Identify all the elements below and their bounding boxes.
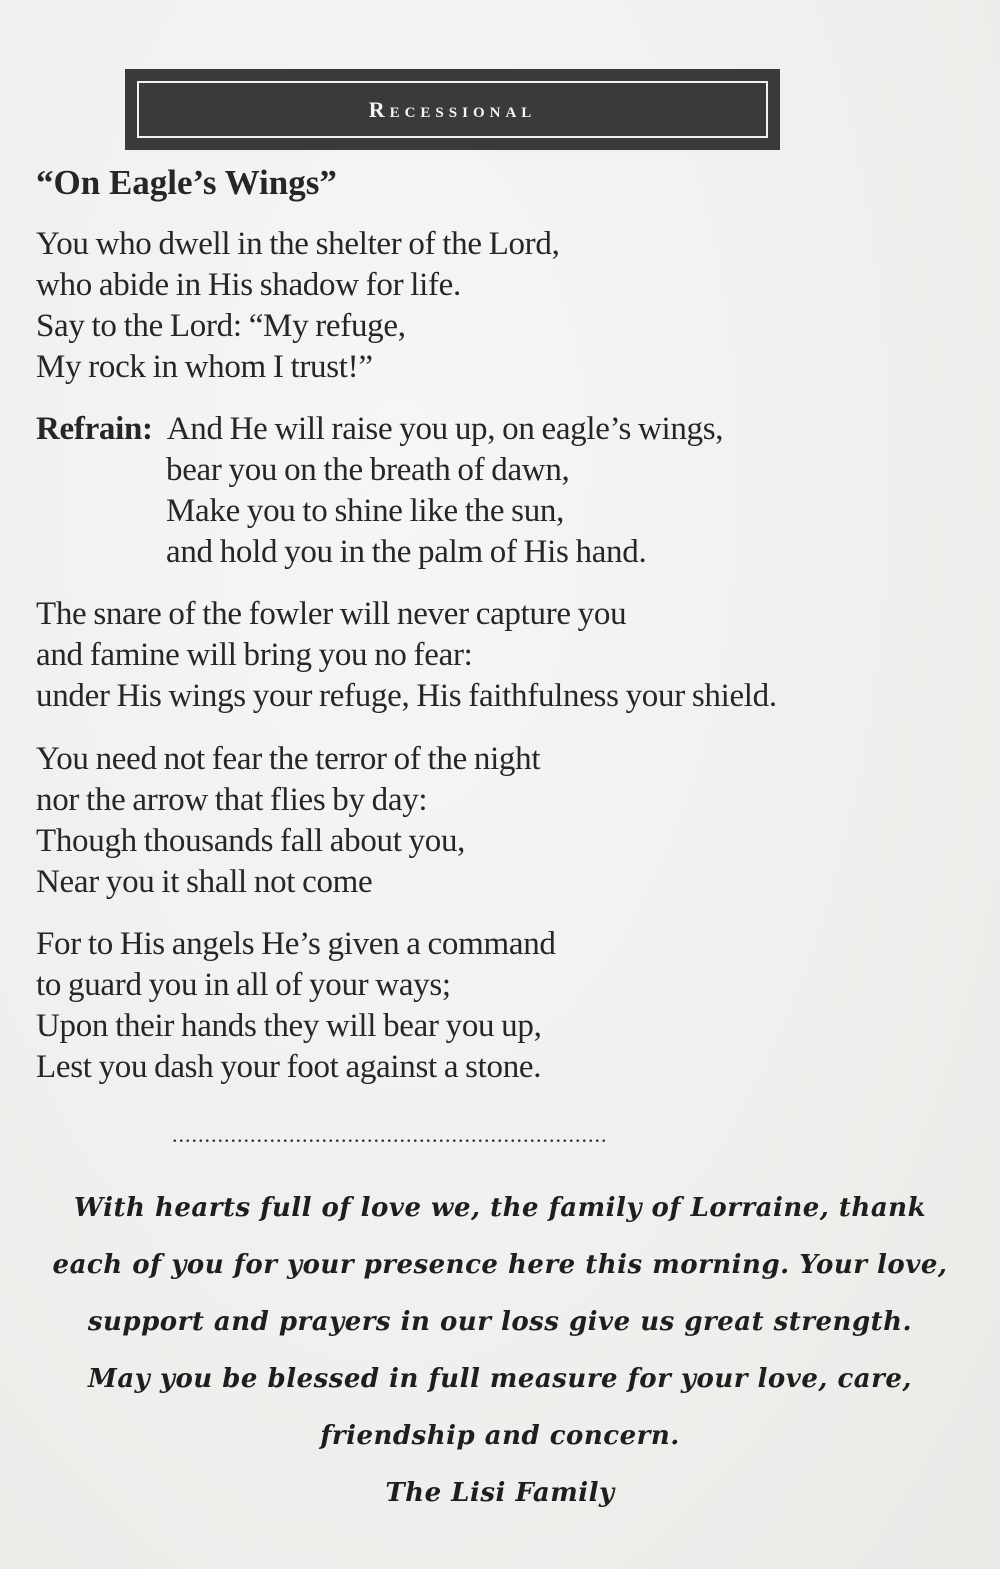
verse-line: The snare of the fowler will never capture you [36, 596, 627, 632]
verse-line: Lest you dash your foot against a stone. [36, 1049, 542, 1085]
recessional-header [125, 69, 780, 150]
refrain-line: bear you on the breath of dawn, [166, 452, 570, 488]
verse-4 [36, 924, 556, 1088]
verse-line: under His wings your refuge, His faithfulness your shield. [36, 678, 777, 714]
message-line: friendship and concern. [320, 1421, 680, 1451]
header-frame [137, 81, 768, 138]
verse-line: Say to the Lord: “My refuge, [36, 308, 406, 344]
refrain-line: And He will raise you up, on eagle’s wings, [166, 411, 724, 447]
dotted-divider: ................................................................... [172, 1122, 608, 1147]
verse-line: You who dwell in the shelter of the Lord, [36, 226, 560, 262]
refrain-line: and hold you in the palm of His hand. [166, 534, 647, 570]
song-title: “On Eagle’s Wings” [36, 163, 337, 202]
header-title: Recessional [368, 96, 537, 122]
refrain-label: Refrain: [36, 411, 153, 447]
message-line: each of you for your presence here this morning. Your love, [52, 1250, 948, 1280]
verse-line: who abide in His shadow for life. [36, 267, 461, 303]
family-message [0, 1180, 1000, 1522]
message-line: May you be blessed in full measure for your love, care, [88, 1364, 912, 1394]
verse-line: to guard you in all of your ways; [36, 967, 451, 1003]
verse-3 [36, 739, 540, 903]
verse-line: You need not fear the terror of the night [36, 741, 541, 777]
verse-line: My rock in whom I trust!” [36, 349, 373, 385]
refrain-first-line [36, 409, 723, 450]
verse-line: and famine will bring you no fear: [36, 637, 473, 673]
verse-line: Near you it shall not come [36, 864, 373, 900]
signature: The Lisi Family [385, 1478, 615, 1508]
verse-1 [36, 224, 560, 388]
message-line: With hearts full of love we, the family of Lorraine, thank [73, 1193, 927, 1223]
verse-line: Though thousands fall about you, [36, 823, 466, 859]
message-line: support and prayers in our loss give us great strength. [87, 1307, 913, 1337]
refrain-line: Make you to shine like the sun, [166, 493, 565, 529]
verse-line: nor the arrow that flies by day: [36, 782, 428, 818]
verse-line: For to His angels He’s given a command [36, 926, 556, 962]
verse-line: Upon their hands they will bear you up, [36, 1008, 542, 1044]
refrain [36, 409, 723, 573]
verse-2 [36, 594, 777, 717]
